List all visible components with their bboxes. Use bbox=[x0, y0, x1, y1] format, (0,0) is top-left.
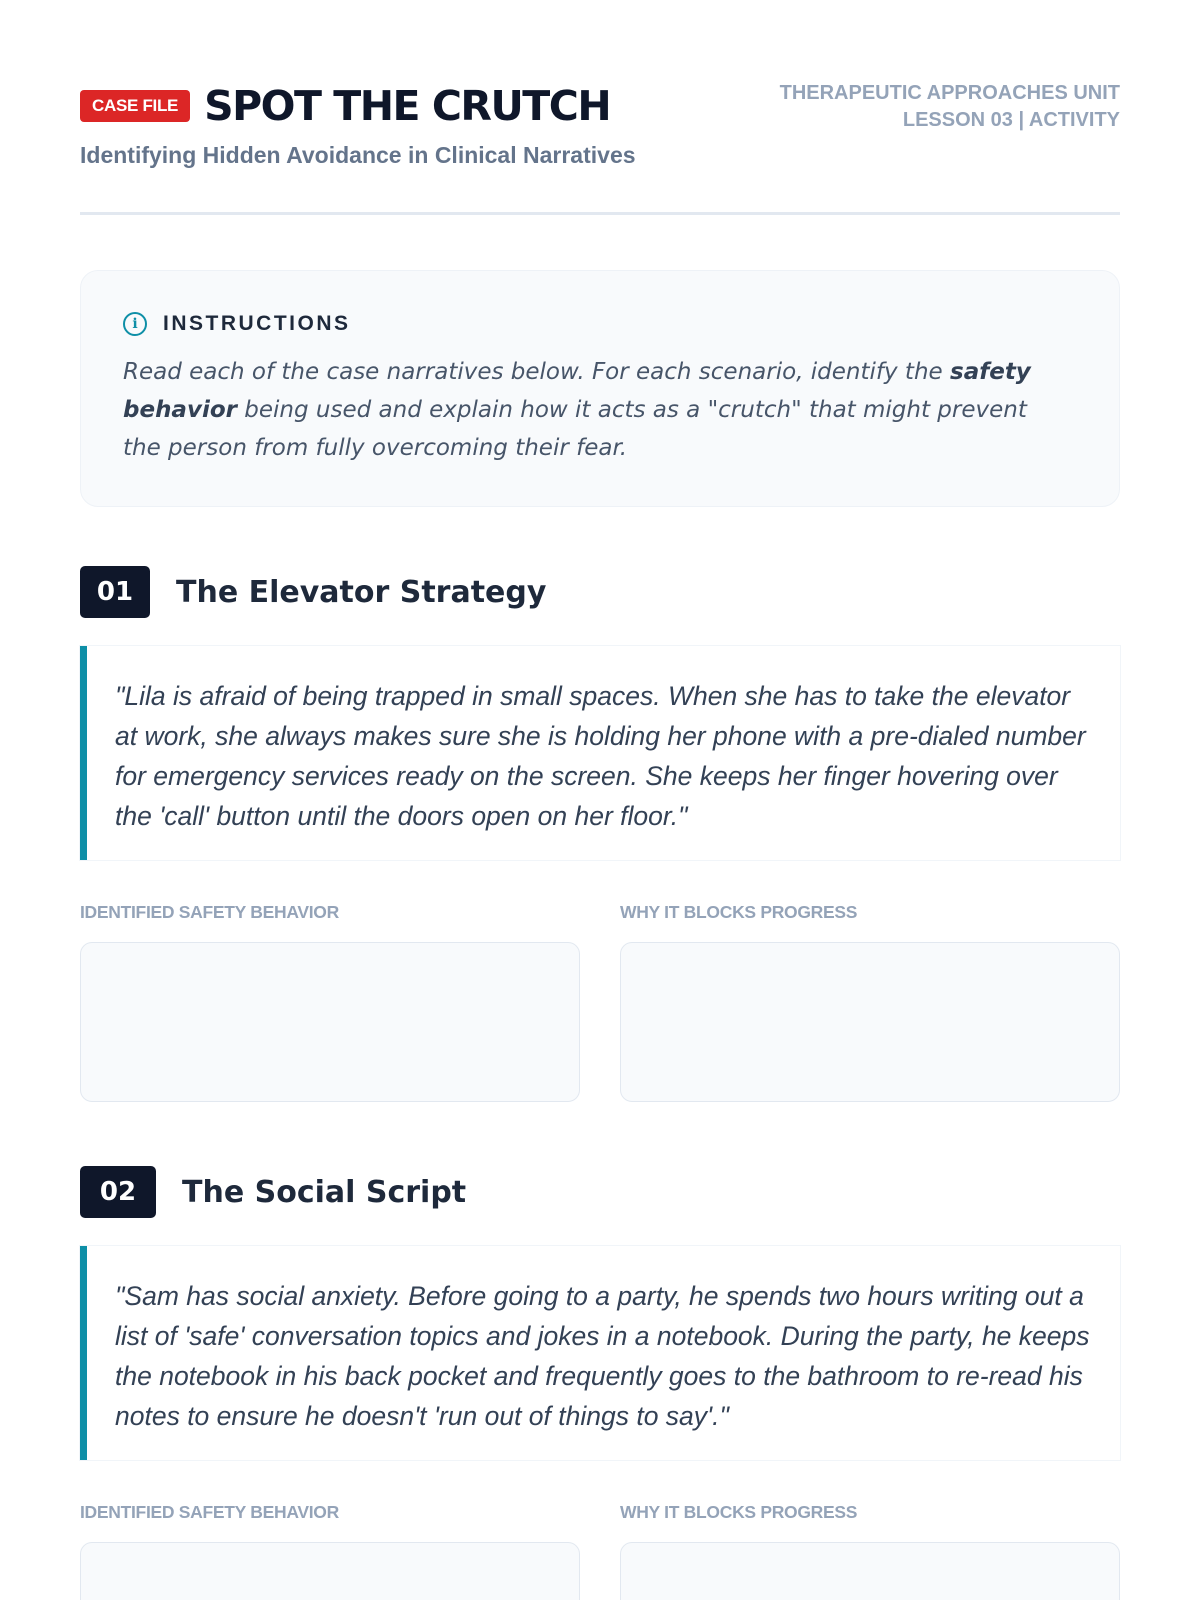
case-narrative: "Sam has social anxiety. Before going to a party, he spends two hours writing out a list of 'safe' conversation topics and jokes in a notebook. During the party, he keeps the notebook in his back pocket and frequently goes to the bathroom to re-read his notes to ensure he doesn't 'run out of things to say'." bbox=[80, 1246, 1120, 1460]
safety-behavior-field bbox=[80, 902, 580, 1102]
safety-behavior-field bbox=[80, 1502, 580, 1600]
lesson-meta bbox=[780, 80, 1120, 134]
blocks-progress-answer-box[interactable] bbox=[620, 1542, 1120, 1600]
blocks-progress-label: WHY IT BLOCKS PROGRESS bbox=[620, 1502, 858, 1522]
safety-behavior-answer-box[interactable] bbox=[80, 942, 580, 1102]
instructions-heading bbox=[123, 311, 1077, 337]
unit-label: THERAPEUTIC APPROACHES UNIT bbox=[779, 82, 1120, 104]
page-subtitle: Identifying Hidden Avoidance in Clinical Narratives bbox=[80, 142, 636, 168]
instructions-panel bbox=[80, 270, 1120, 507]
safety-behavior-label: IDENTIFIED SAFETY BEHAVIOR bbox=[80, 902, 339, 922]
safety-behavior-answer-box[interactable] bbox=[80, 1542, 580, 1600]
blocks-progress-field bbox=[620, 902, 1120, 1102]
lesson-label: LESSON 03 | ACTIVITY bbox=[902, 109, 1120, 131]
info-icon: i bbox=[123, 312, 147, 336]
instructions-text bbox=[123, 353, 1053, 467]
case-section-2 bbox=[80, 1166, 1120, 1600]
page-title: SPOT THE CRUTCH bbox=[204, 82, 611, 130]
page-header bbox=[80, 80, 1120, 220]
safety-behavior-label: IDENTIFIED SAFETY BEHAVIOR bbox=[80, 1502, 339, 1522]
blocks-progress-answer-box[interactable] bbox=[620, 942, 1120, 1102]
instructions-text-before: Read each of the case narratives below. For each scenario, identify the bbox=[123, 359, 950, 385]
instructions-label: INSTRUCTIONS bbox=[163, 312, 351, 335]
answer-fields bbox=[80, 1502, 1120, 1600]
blocks-progress-field bbox=[620, 1502, 1120, 1600]
case-title: The Elevator Strategy bbox=[176, 574, 547, 610]
case-title: The Social Script bbox=[182, 1174, 467, 1210]
header-divider bbox=[80, 212, 1120, 215]
instructions-text-after: being used and explain how it acts as a "crutch" that might prevent the person from fully overcoming their fear. bbox=[123, 397, 1027, 461]
answer-fields bbox=[80, 902, 1120, 1102]
case-heading bbox=[80, 566, 1120, 618]
case-number: 01 bbox=[80, 566, 150, 618]
instructions-emphasis: safety behavior bbox=[123, 359, 1031, 423]
case-section-1 bbox=[80, 566, 1120, 1102]
case-number: 02 bbox=[80, 1166, 156, 1218]
case-file-badge: CASE FILE bbox=[80, 90, 190, 122]
case-heading bbox=[80, 1166, 1120, 1218]
case-narrative: "Lila is afraid of being trapped in small spaces. When she has to take the elevator at work, she always makes sure she is holding her phone with a pre-dialed number for emergency services ready on the screen. She keeps her finger hovering over the 'call' button until the doors open on her floor." bbox=[80, 646, 1120, 860]
blocks-progress-label: WHY IT BLOCKS PROGRESS bbox=[620, 902, 858, 922]
